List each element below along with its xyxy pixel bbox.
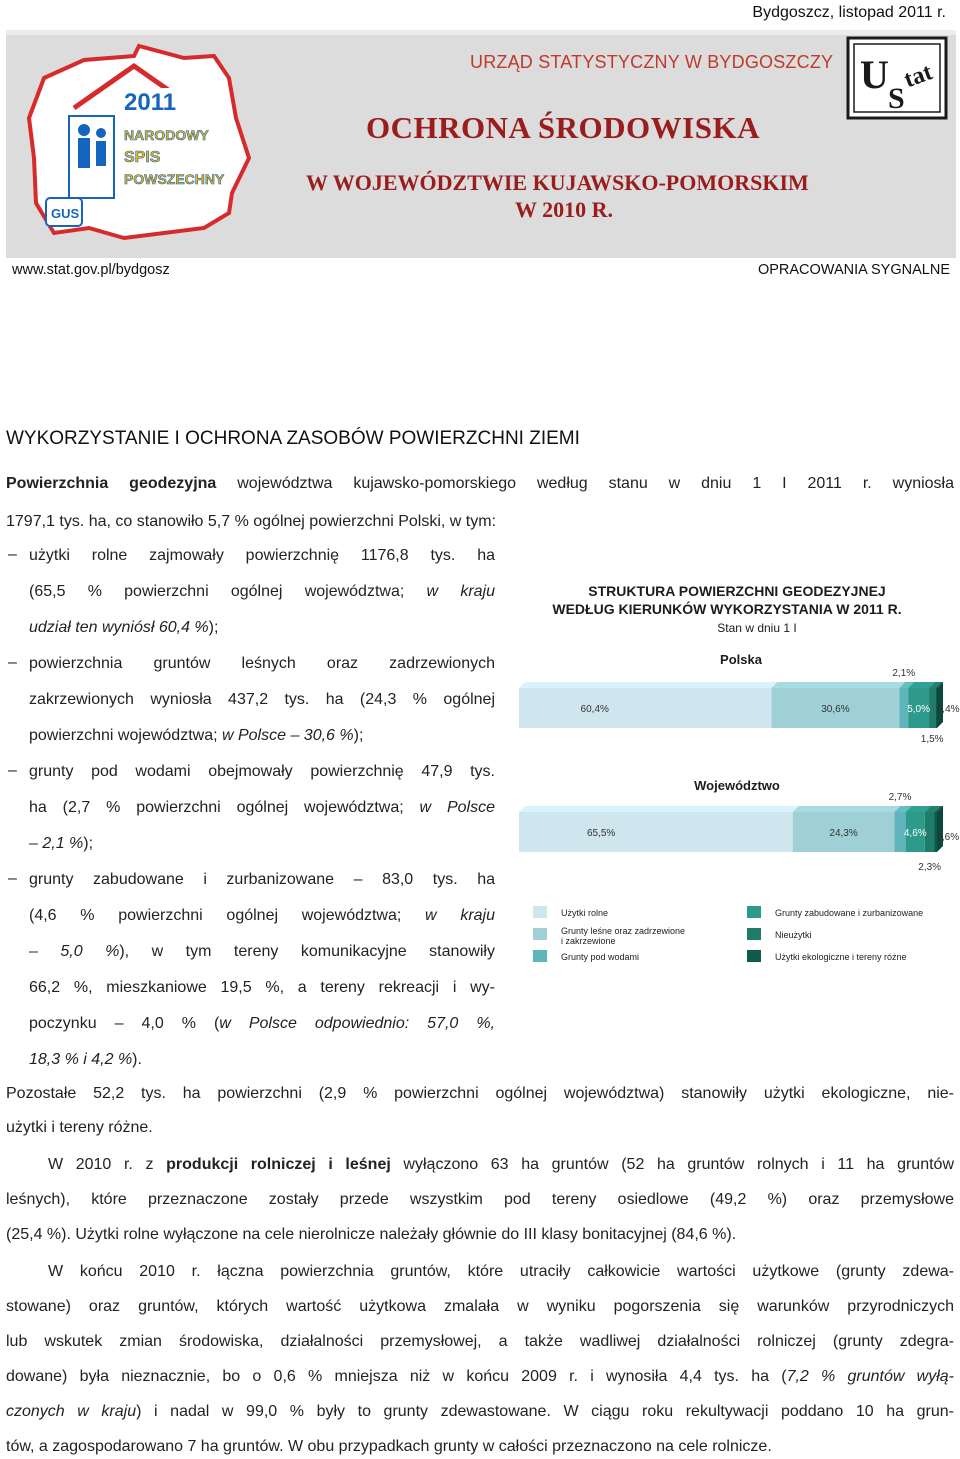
bullet-4-line-3: – 5,0 %), w tym tereny komunikacyjne stanowiły (29, 943, 495, 960)
chart-data-label: 30,6% (821, 704, 850, 715)
bullet-2-line-2: zakrzewionych wyniosła 437,2 tys. ha (24,3 % ogólnej (29, 691, 495, 708)
chart-data-label: 24,3% (829, 828, 858, 839)
legend-label: Grunty pod wodami (561, 952, 640, 962)
section-title: WYKORZYSTANIE I OCHRONA ZASOBÓW POWIERZCHNI ZIEMI (6, 428, 580, 449)
census-year: 2011 (124, 89, 177, 116)
chart-bar-top (771, 682, 905, 688)
chart-bar-top (519, 682, 777, 688)
legend-label: Grunty zabudowane i zurbanizowane (775, 908, 924, 918)
chart-bar-top (519, 806, 799, 812)
para2-line-3: (25,4 %). Użytki rolne wyłączone na cele nierolnicze należały głównie do III klasy bonitacyjnej (84,6 %). (6, 1226, 737, 1243)
legend-swatch (533, 928, 547, 940)
chart-bar-side (937, 806, 943, 852)
gus-label: GUS (51, 206, 80, 221)
ustat-s: S (888, 82, 905, 115)
bullet-3-line-2: ha (2,7 % powierzchni ogólnej województwa; w Polsce (29, 799, 496, 816)
legend-swatch (747, 928, 761, 940)
para3-line-6: tów, a zagospodarowano 7 ha gruntów. W obu przypadkach grunty w całości przeznaczono na cele rolnicze. (6, 1438, 772, 1455)
chart-data-label: 1,5% (920, 734, 944, 745)
para3-line-4: dowane) była nieznacznie, bo o 0,6 % mniejsza niż w końcu 2009 r. i wynosiła 4,4 tys. ha (7,2 % gruntów wyłą- (6, 1368, 955, 1385)
report-date: Bydgoszcz, listopad 2011 r. (752, 4, 946, 21)
bullet-2-line-3: powierzchni województwa; w Polsce – 30,6 %); (29, 727, 364, 744)
para3-line-5: czonych w kraju) i nadal w 99,0 % były to grunty zdewastowane. W ciągu roku rekultywacji poddano 10 ha grun- (6, 1403, 954, 1420)
census-line-1: NARODOWY (124, 127, 209, 143)
chart-subtitle: Stan w dniu 1 I (717, 621, 797, 635)
office-name: URZĄD STATYSTYCZNY W BYDGOSZCZY (470, 52, 834, 72)
legend-label: Użytki ekologiczne i tereny różne (775, 952, 907, 962)
chart-data-label: 60,4% (580, 704, 609, 715)
legend-label: Użytki rolne (561, 908, 609, 918)
bullet-4-line-5: poczynku – 4,0 % (w Polsce odpowiednio: 57,0 %, (29, 1015, 495, 1032)
legend-label: Grunty leśne oraz zadrzewione (561, 926, 686, 936)
legend-swatch (533, 906, 547, 918)
bullet-4-line-4: 66,2 %, mieszkaniowe 19,5 %, a tereny rekreacji i wy- (29, 979, 495, 996)
publication-subtitle-2: W 2010 R. (515, 197, 613, 222)
website-link[interactable]: www.stat.gov.pl/bydgosz (12, 262, 170, 278)
chart-category-label: Województwo (694, 778, 780, 793)
bullet-2-line-1: powierzchnia gruntów leśnych oraz zadrzewionych (29, 655, 495, 672)
chart-data-label: 2,7% (888, 792, 912, 803)
land-structure-chart (515, 580, 960, 980)
publication-title: OCHRONA ŚRODOWISKA (366, 110, 760, 145)
chart-data-label: 5,0% (907, 704, 931, 715)
para2-line-1: W 2010 r. z produkcji rolniczej i leśnej wyłączono 63 ha gruntów (52 ha gruntów rolnych i 11 ha gruntów (48, 1156, 954, 1173)
para3-line-3: lub wskutek zmian środowiska, działalności przemysłowej, a także wadliwej działalności rolniczej (grunty zdegra- (6, 1333, 954, 1350)
bullet-dash: – (8, 762, 17, 779)
chart-bar-top (793, 806, 901, 812)
chart-title: STRUKTURA POWIERZCHNI GEODEZYJNEJ (588, 583, 886, 599)
chart-title-2: WEDŁUG KIERUNKÓW WYKORZYSTANIA W 2011 R. (552, 601, 902, 617)
bullet-dash: – (8, 870, 17, 887)
ustat-logo (846, 36, 948, 120)
census-line-3: POWSZECHNY (124, 171, 225, 187)
chart-data-label: 0,4% (936, 704, 960, 715)
chart-data-label: 2,3% (918, 862, 942, 873)
bullet-4-line-1: grunty zabudowane i zurbanizowane – 83,0 tys. ha (29, 871, 495, 888)
ustat-u: U (860, 52, 889, 97)
bullet-1-line-2: (65,5 % powierzchni ogólnej województwa; w kraju (29, 583, 495, 600)
chart-bar-segment (519, 688, 771, 728)
bullet-4-line-2: (4,6 % powierzchni ogólnej województwa; w kraju (29, 907, 495, 924)
intro-line-2: 1797,1 tys. ha, co stanowiło 5,7 % ogólnej powierzchni Polski, w tym: (6, 513, 497, 530)
bullet-dash: – (8, 654, 17, 671)
legend-swatch (747, 906, 761, 918)
para3-line-2: stowane) oraz gruntów, których wartość użytkowa zmalała w wyniku pogorszenia się warunków przyrodniczych (6, 1298, 954, 1315)
chart-data-label: 0,6% (936, 832, 960, 843)
bullet-dash: – (8, 546, 17, 563)
chart-bar-segment (519, 812, 793, 852)
census-2011-logo (14, 38, 254, 243)
legend-label: i zakrzewione (561, 936, 616, 946)
census-line-2: SPIS (124, 149, 161, 166)
ustat-tat: tat (900, 59, 936, 94)
para2-line-2: leśnych), które przeznaczone zostały przede wszystkim pod tereny osiedlowe (49,2 %) oraz przemysłowe (6, 1191, 954, 1208)
chart-data-label: 4,6% (903, 828, 927, 839)
bullet-3-line-3: – 2,1 %); (29, 835, 94, 852)
publication-subtitle-1: W WOJEWÓDZTWIE KUJAWSKO-POMORSKIM (306, 170, 809, 195)
intro-line-1: Powierzchnia geodezyjna województwa kujawsko-pomorskiego według stanu w dniu 1 I 2011 r. wyniosła (6, 475, 955, 492)
para-rest-line-2: użytki i tereny różne. (6, 1119, 153, 1136)
publication-series: OPRACOWANIA SYGNALNE (757, 262, 950, 278)
bullet-1-line-3: udział ten wyniósł 60,4 %); (29, 619, 219, 636)
chart-data-label: 2,1% (892, 668, 916, 679)
chart-data-label: 65,5% (586, 828, 616, 839)
chart-category-label: Polska (720, 652, 762, 667)
chart-svg (515, 580, 960, 980)
bullet-1-line-1: użytki rolne zajmowały powierzchnię 1176,8 tys. ha (29, 547, 495, 564)
para-rest-line-1: Pozostałe 52,2 tys. ha powierzchni (2,9 % powierzchni ogólnej województwa) stanowiły użytki ekologiczne, nie- (6, 1085, 954, 1102)
para3-line-1: W końcu 2010 r. łączna powierzchnia gruntów, które utraciły całkowicie wartości użytkowe (grunty zdewa- (48, 1263, 954, 1280)
legend-swatch (533, 950, 547, 962)
bullet-4-line-6: 18,3 % i 4,2 %). (29, 1051, 142, 1068)
legend-swatch (747, 950, 761, 962)
legend-label: Nieużytki (775, 930, 812, 940)
bullet-3-line-1: grunty pod wodami obejmowały powierzchnię 47,9 tys. (29, 763, 495, 780)
